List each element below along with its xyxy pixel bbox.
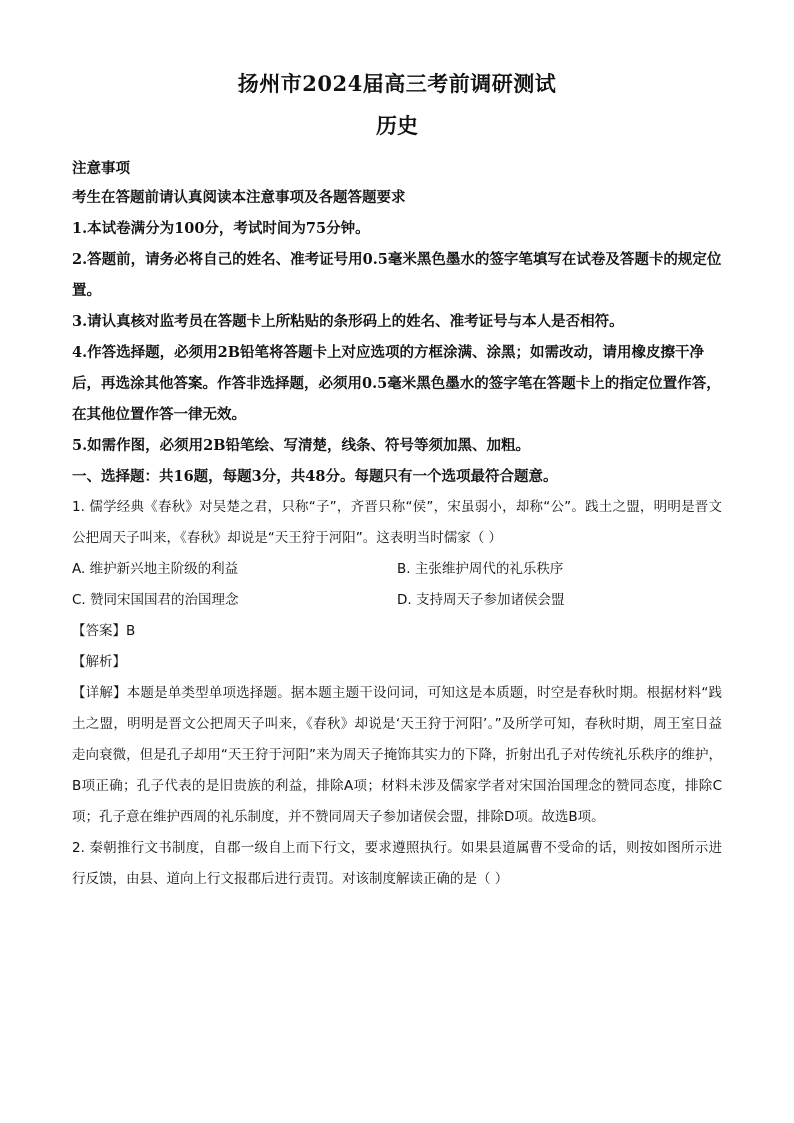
- notice-line: 4.作答选择题，必须用2B铅笔将答题卡上对应选项的方框涂满、涂黑；如需改动，请用橡皮擦干净后，再选涂其他答案。作答非选择题，必须用0.5毫米黑色墨水的签字笔在答题卡上的指定位置作答，在其他位置作答一律无效。: [72, 344, 721, 423]
- option-a: A. 维护新兴地主阶级的利益: [72, 561, 239, 577]
- option-list: [72, 554, 722, 616]
- notice-list: [72, 182, 722, 461]
- option-b: B. 主张维护周代的礼乐秩序: [397, 561, 564, 577]
- subject-title: 历史: [376, 113, 418, 138]
- answer-label: 【答案】B: [72, 623, 136, 639]
- document-title: 扬州市2024届高三考前调研测试: [237, 71, 557, 96]
- notice-line: 1.本试卷满分为100分，考试时间为75分钟。: [72, 220, 370, 237]
- notice-line: 3.请认真核对监考员在答题卡上所粘贴的条形码上的姓名、准考证号与本人是否相符。: [72, 313, 624, 330]
- notice-line: 考生在答题前请认真阅读本注意事项及各题答题要求: [72, 189, 406, 206]
- analysis-label: 【解析】: [72, 654, 126, 670]
- question-stem: 2. 秦朝推行文书制度，自郡一级自上而下行文，要求遵照执行。如果县道属曹不受命的话，则按如图所示进行反馈，由县、道向上行文报郡后进行责罚。对该制度解读正确的是（ ）: [72, 840, 722, 887]
- option-d: D. 支持周天子参加诸侯会盟: [397, 592, 565, 608]
- section-heading: 一、选择题：共16题，每题3分，共48分。每题只有一个选项最符合题意。: [72, 468, 558, 485]
- notice-heading: 注意事项: [72, 160, 130, 177]
- notice-line: 2.答题前，请务必将自己的姓名、准考证号用0.5毫米黑色墨水的签字笔填写在试卷及答题卡的规定位置。: [72, 251, 722, 299]
- question-2: [72, 833, 722, 895]
- detail-explanation: 【详解】本题是单类型单项选择题。据本题主题干设问词，可知这是本质题，时空是春秋时期。根据材料“践土之盟，明明是晋文公把周天子叫来，《春秋》却说是‘天王狩于河阳’。”及所学可知，春秋时期，周王室日益走向衰微，但是孔子却用“天王狩于河阳”来为周天子掩饰其实力的下降，折射出孔子对传统礼乐秩序的维护，B项正确；孔子代表的是旧贵族的利益，排除A项；材料未涉及儒家学者对宋国治国理念的赞同态度，排除C项；孔子意在维护西周的礼乐制度，并不赞同周天子参加诸侯会盟，排除D项。故选B项。: [72, 685, 722, 825]
- option-c: C. 赞同宋国国君的治国理念: [72, 592, 239, 608]
- question-stem: 1. 儒学经典《春秋》对吴楚之君，只称“子”，齐晋只称“侯”，宋虽弱小，却称“公”。践土之盟，明明是晋文公把周天子叫来，《春秋》却说是“天王狩于河阳”。这表明当时儒家（ ）: [72, 499, 722, 546]
- question-1: [72, 492, 722, 833]
- notice-line: 5.如需作图，必须用2B铅笔绘、写清楚，线条、符号等须加黑、加粗。: [72, 437, 530, 454]
